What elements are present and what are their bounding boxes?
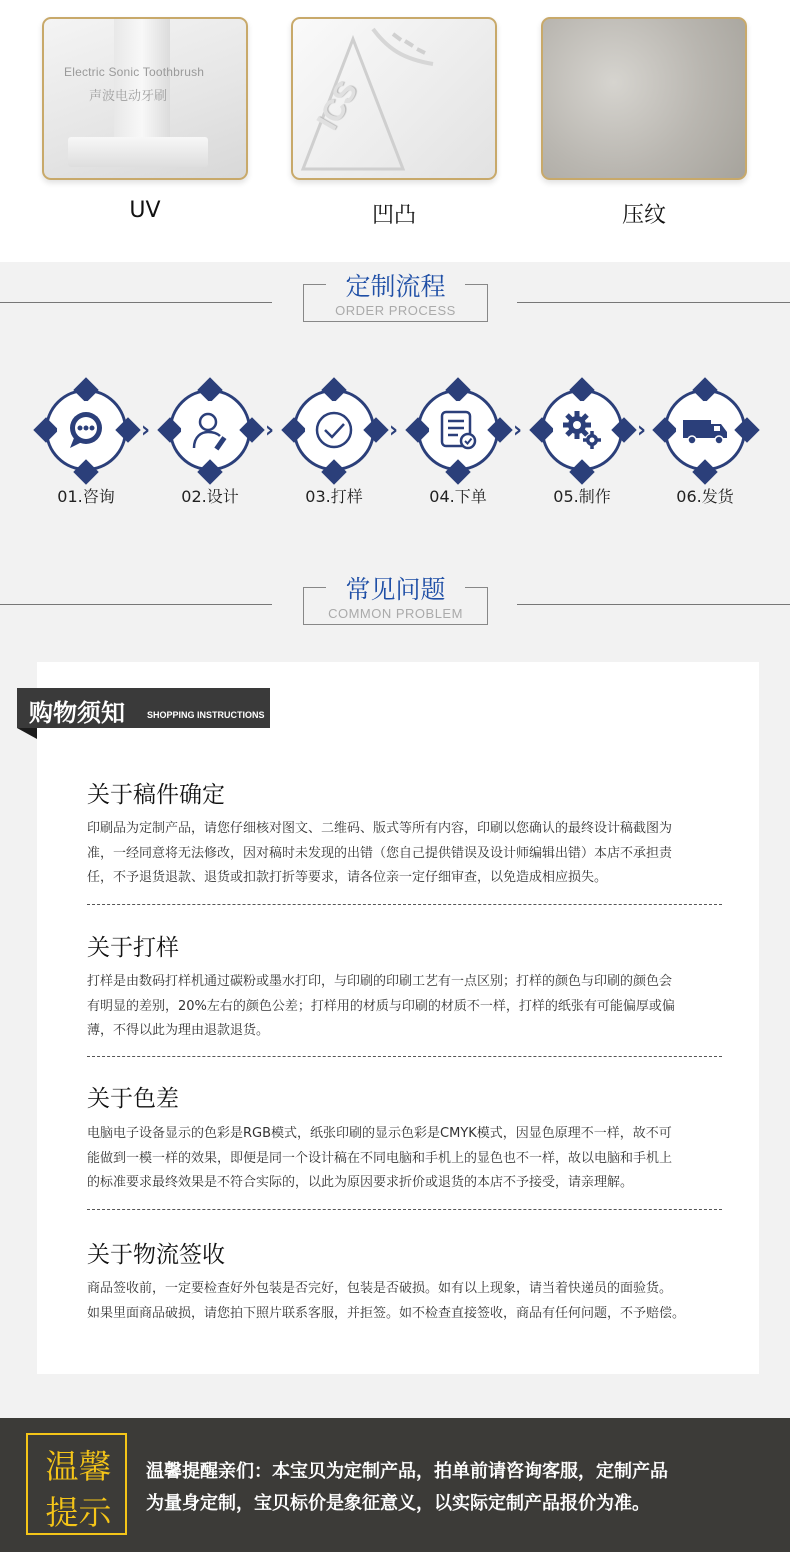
divider-line [517, 302, 790, 303]
step-label-consult: 01.咨询 [57, 487, 115, 506]
item-body-color: 电脑电子设备显示的色彩是RGB模式，纸张印刷的显示色彩是CMYK模式，因显色原理不一样，故不可 能做到一模一样的效果，即便是同一个设计稿在不同电脑和手机上的显色也不一样，故以电脑和手机上 的标准要求最终效果是不符合实际的，以此为原因要求折价或退货的本店不予接受，请亲理解。 [87, 1126, 673, 1190]
texture-caption: 压纹 [621, 203, 666, 228]
uv-caption: UV [129, 198, 161, 223]
faq-subtitle: COMMON PROBLEM [328, 606, 463, 621]
designer-icon [188, 408, 232, 452]
divider-line [517, 604, 790, 605]
delivery-truck-icon [681, 410, 729, 450]
step-label-order: 04.下单 [429, 487, 487, 506]
shopping-tag-title: 购物须知 [29, 699, 125, 727]
item-body-proof: 打样是由数码打样机通过碳粉或墨水打印，与印刷的印刷工艺有一点区别；打样的颜色与印刷的颜色会 有明显的差别，20%左右的颜色公差；打样用的材质与印刷的材质不一样，打样的纸张有可能偏厚或偏 薄，不得以此为理由退款退货。 [87, 974, 675, 1038]
texture-finish-image [541, 17, 747, 180]
chevron-right-icon: › [389, 418, 399, 443]
badge-line2: 提示 [45, 1493, 112, 1532]
chevron-right-icon: › [141, 418, 151, 443]
process-title: 定制流程 [345, 272, 446, 301]
toothbrush-handle-shape [114, 19, 170, 144]
divider-line [0, 604, 272, 605]
uv-image-text-cn: 声波电动牙刷 [89, 89, 168, 104]
toothbrush-base-shape [68, 137, 208, 167]
dashed-divider [87, 1056, 722, 1057]
step-proof [293, 389, 375, 471]
item-title-proof: 关于打样 [87, 935, 179, 961]
step-label-produce: 05.制作 [553, 487, 611, 506]
finishes-section [0, 0, 790, 262]
notice-text: 温馨提醒亲们：本宝贝为定制产品，拍单前请咨询客服，定制产品 为量身定制，宝贝标价是象征意义，以实际定制产品报价为准。 [146, 1461, 668, 1514]
uv-image-text-en: Electric Sonic Toothbrush [64, 65, 205, 79]
step-consult [45, 389, 127, 471]
step-deliver [664, 389, 746, 471]
uv-finish-image [42, 17, 248, 180]
warm-tip-badge [26, 1433, 127, 1535]
step-order [417, 389, 499, 471]
badge-line1: 温馨 [45, 1447, 112, 1486]
item-title-color: 关于色差 [87, 1086, 179, 1112]
emboss-caption: 凹凸 [371, 203, 416, 228]
faq-title: 常见问题 [345, 575, 446, 604]
chevron-right-icon: › [513, 418, 523, 443]
step-label-proof: 03.打样 [305, 487, 363, 506]
dashed-divider [87, 1209, 722, 1210]
check-icon [312, 408, 356, 452]
divider-line [0, 302, 272, 303]
step-produce [541, 389, 623, 471]
order-form-icon [436, 408, 480, 452]
item-body-draft: 印刷品为定制产品，请您仔细核对图文、二维码、版式等所有内容，印刷以您确认的最终设计稿截图为 准，一经同意将无法修改，因对稿时未发现的出错（您自己提供错误及设计师编辑出错）本店不承担责 任，不予退货退款、退货或扣款打折等要求，请各位亲一定仔细审查，以免造成相应损失。 [87, 821, 673, 885]
chevron-right-icon: › [265, 418, 275, 443]
shopping-tag-subtitle: SHOPPING INSTRUCTIONS [147, 710, 265, 720]
step-label-design: 02.设计 [181, 487, 239, 506]
item-title-logistics: 关于物流签收 [87, 1242, 225, 1268]
item-title-draft: 关于稿件确定 [87, 782, 225, 808]
gears-icon [560, 408, 604, 452]
tag-fold [17, 728, 37, 739]
dashed-divider [87, 904, 722, 905]
step-design [169, 389, 251, 471]
chevron-right-icon: › [637, 418, 647, 443]
item-body-logistics: 商品签收前，一定要检查好外包装是否完好，包装是否破损。如有以上现象，请当着快递员的面验货。 如果里面商品破损，请您拍下照片联系客服，并拒签。如不检查直接签收，商品有任何问题，不予赔偿。 [87, 1281, 686, 1321]
chat-icon [64, 408, 108, 452]
step-label-deliver: 06.发货 [676, 487, 734, 506]
emboss-image-text: ICS [310, 75, 365, 136]
process-subtitle: ORDER PROCESS [335, 303, 456, 318]
emboss-finish-image [291, 17, 497, 180]
